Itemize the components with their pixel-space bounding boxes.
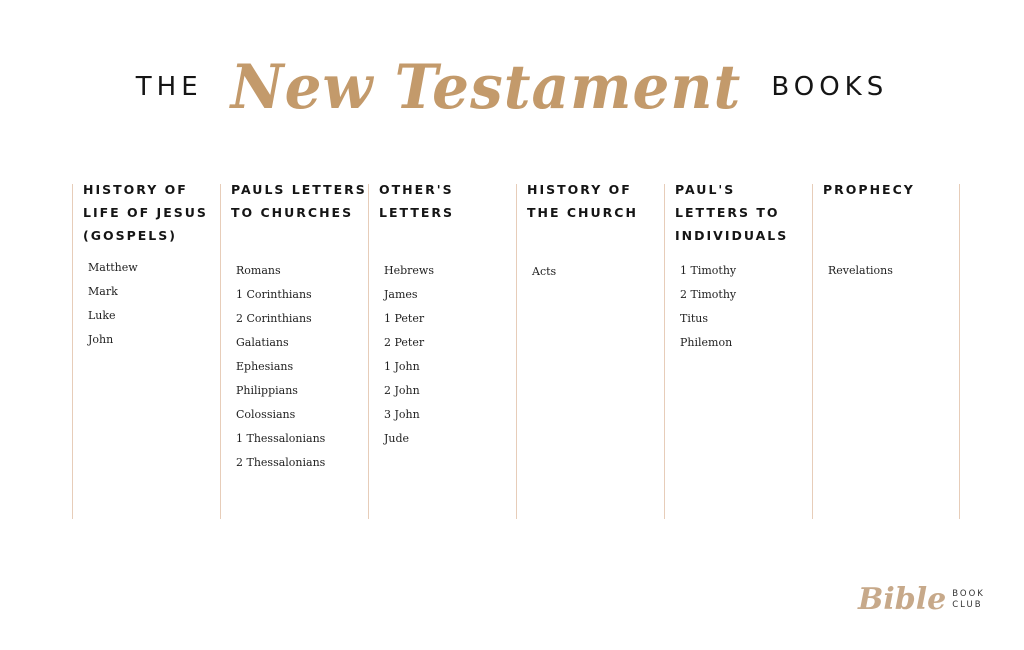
- book-list: [532, 260, 556, 284]
- book-item: Galatians: [236, 336, 289, 349]
- column-header: OTHER'S LETTERS: [379, 182, 455, 220]
- title-main: New Testament: [230, 51, 742, 123]
- book-item: 1 John: [384, 360, 420, 373]
- column-header: HISTORY OF LIFE OF JESUS (GOSPELS): [83, 182, 208, 243]
- book-item: Revelations: [828, 264, 893, 277]
- book-item: Titus: [680, 312, 709, 325]
- book-item: James: [384, 288, 418, 301]
- logo-subtitle: [952, 589, 985, 611]
- book-list: [680, 259, 736, 355]
- column-header: HISTORY OF THE CHURCH: [527, 182, 638, 220]
- logo-brand: Bible: [858, 582, 947, 617]
- bible-book-club-logo: [858, 583, 985, 617]
- title-suffix: BOOKS: [771, 72, 889, 102]
- column-others-letters: [368, 184, 516, 519]
- logo-line-book: BOOK: [952, 589, 985, 599]
- book-list: [384, 259, 434, 451]
- book-list: [88, 256, 138, 352]
- column-pauls-letters-individuals: [664, 184, 812, 519]
- book-item: Acts: [532, 265, 557, 278]
- book-item: 2 John: [384, 384, 420, 397]
- book-item: 2 Thessalonians: [236, 456, 326, 469]
- book-item: 2 Timothy: [680, 288, 737, 301]
- book-list: [828, 259, 893, 283]
- book-item: Philemon: [680, 336, 733, 349]
- book-item: Mark: [88, 285, 118, 298]
- column-pauls-letters-churches: [220, 184, 368, 519]
- book-item: Colossians: [236, 408, 296, 421]
- book-item: John: [88, 333, 114, 346]
- column-history-church: [516, 184, 664, 519]
- column-prophecy: [812, 184, 960, 519]
- column-gospels: [72, 184, 220, 519]
- book-item: Philippians: [236, 384, 298, 397]
- book-item: Ephesians: [236, 360, 294, 373]
- book-item: Matthew: [88, 261, 138, 274]
- book-item: Hebrews: [384, 264, 434, 277]
- book-item: 1 Thessalonians: [236, 432, 326, 445]
- page-title: [0, 52, 1024, 122]
- book-item: Romans: [236, 264, 281, 277]
- book-item: Luke: [88, 309, 116, 322]
- book-item: 3 John: [384, 408, 420, 421]
- book-item: 1 Peter: [384, 312, 425, 325]
- book-item: 1 Timothy: [680, 264, 737, 277]
- book-item: 1 Corinthians: [236, 288, 312, 301]
- logo-line-club: CLUB: [952, 600, 983, 610]
- book-list: [236, 259, 325, 475]
- book-columns: [72, 184, 960, 519]
- book-item: 2 Peter: [384, 336, 425, 349]
- column-header: PAULS LETTERS TO CHURCHES: [231, 182, 367, 220]
- title-prefix: THE: [135, 72, 203, 102]
- book-item: 2 Corinthians: [236, 312, 312, 325]
- column-header: PROPHECY: [823, 182, 915, 197]
- book-item: Jude: [384, 432, 410, 445]
- column-header: PAUL'S LETTERS TO INDIVIDUALS: [675, 182, 789, 243]
